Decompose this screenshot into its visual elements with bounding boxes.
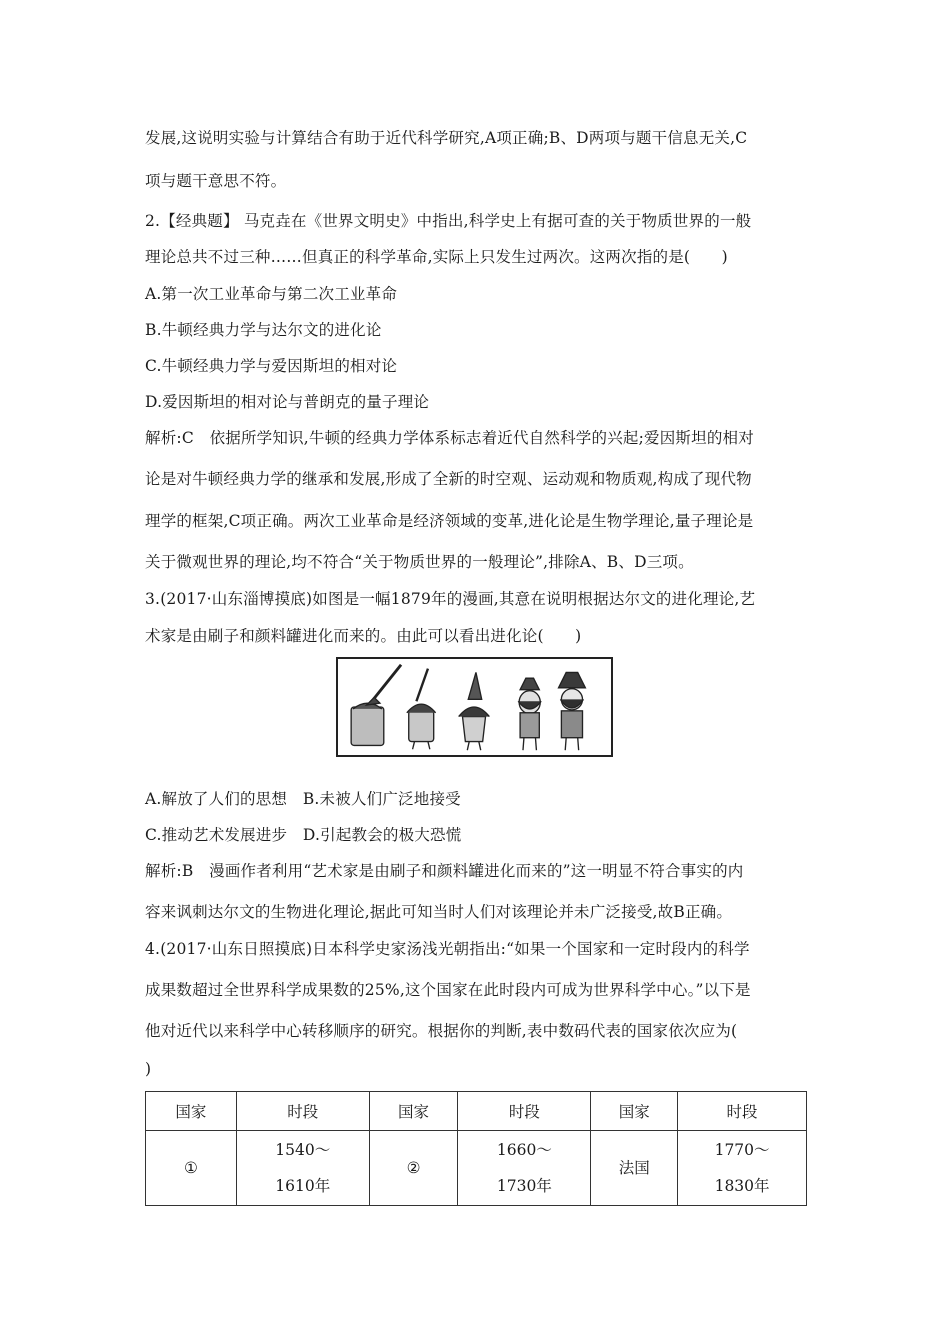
intro-line: 项与题干意思不符。	[145, 172, 287, 190]
table-header-period: 时段	[458, 1092, 591, 1131]
table-header-period: 时段	[678, 1092, 807, 1131]
country-cell-3: 法国	[591, 1131, 678, 1206]
period-end: 1830年	[714, 1177, 770, 1195]
pot-with-hair-figure	[407, 669, 436, 750]
question-3-options-row-1: A.解放了人们的思想 B.未被人们广泛地接受	[145, 790, 461, 808]
paint-pot-brush-figure	[351, 665, 401, 746]
period-start: 1660～	[496, 1141, 552, 1159]
question-2-analysis: 关于微观世界的理论,均不符合“关于物质世界的一般理论”,排除A、B、D三项。	[145, 553, 694, 571]
table-header-country: 国家	[369, 1092, 458, 1131]
brush-to-artist-drawing	[338, 659, 611, 755]
question-2-analysis: 论是对牛顿经典力学的继承和发展,形成了全新的时空观、运动观和物质观,构成了现代物	[145, 470, 752, 488]
question-2-option-c: C.牛顿经典力学与爱因斯坦的相对论	[145, 357, 398, 375]
question-4-stem: 他对近代以来科学中心转移顺序的研究。根据你的判断,表中数码代表的国家依次应为(	[145, 1022, 738, 1040]
question-2-analysis: 解析:C 依据所学知识,牛顿的经典力学体系标志着近代自然科学的兴起;爱因斯坦的相对	[145, 429, 754, 447]
question-3-analysis: 容来讽刺达尔文的生物进化理论,据此可知当时人们对该理论并未广泛接受,故B正确。	[145, 903, 733, 921]
question-2-stem: 2.【经典题】 马克垚在《世界文明史》中指出,科学史上有据可查的关于物质世界的一般	[145, 212, 752, 230]
question-3-stem: 术家是由刷子和颜料罐进化而来的。由此可以看出进化论( )	[145, 627, 582, 645]
question-2-stem: 理论总共不过三种……但真正的科学革命,实际上只发生过两次。这两次指的是( )	[145, 248, 728, 266]
question-3-options-row-2: C.推动艺术发展进步 D.引起教会的极大恐慌	[145, 826, 462, 844]
table-header-country: 国家	[591, 1092, 678, 1131]
period-end: 1610年	[275, 1177, 331, 1195]
question-2-option-a: A.第一次工业革命与第二次工业革命	[145, 285, 398, 303]
science-center-table	[145, 1091, 807, 1206]
evolution-cartoon-image	[336, 657, 613, 757]
country-cell-1: ①	[146, 1131, 237, 1206]
artist-figure	[559, 672, 586, 750]
period-start: 1540～	[275, 1141, 331, 1159]
question-2-option-b: B.牛顿经典力学与达尔文的进化论	[145, 321, 382, 339]
cup-creature-figure	[459, 672, 490, 750]
period-cell-2	[458, 1131, 591, 1206]
question-2-option-d: D.爱因斯坦的相对论与普朗克的量子理论	[145, 393, 430, 411]
period-cell-1	[236, 1131, 369, 1206]
period-start: 1770～	[714, 1141, 770, 1159]
question-4-stem: )	[145, 1060, 152, 1078]
table-header-row	[146, 1092, 807, 1131]
small-artist-figure	[518, 678, 541, 750]
table-header-period: 时段	[236, 1092, 369, 1131]
question-3-stem: 3.(2017·山东淄博摸底)如图是一幅1879年的漫画,其意在说明根据达尔文的进化理论,艺	[145, 590, 756, 608]
country-cell-2: ②	[369, 1131, 458, 1206]
question-4-stem: 成果数超过全世界科学成果数的25%,这个国家在此时段内可成为世界科学中心。”以下是	[145, 981, 751, 999]
question-4-stem: 4.(2017·山东日照摸底)日本科学史家汤浅光朝指出:“如果一个国家和一定时段内的科学	[145, 940, 750, 958]
question-3-analysis: 解析:B 漫画作者利用“艺术家是由刷子和颜料罐进化而来的”这一明显不符合事实的内	[145, 862, 744, 880]
period-end: 1730年	[496, 1177, 552, 1195]
period-cell-3	[678, 1131, 807, 1206]
question-2-analysis: 理学的框架,C项正确。两次工业革命是经济领域的变革,进化论是生物学理论,量子理论是	[145, 512, 754, 530]
intro-line: 发展,这说明实验与计算结合有助于近代科学研究,A项正确;B、D两项与题干信息无关,C	[145, 129, 748, 147]
table-row	[146, 1131, 807, 1206]
table-header-country: 国家	[146, 1092, 237, 1131]
